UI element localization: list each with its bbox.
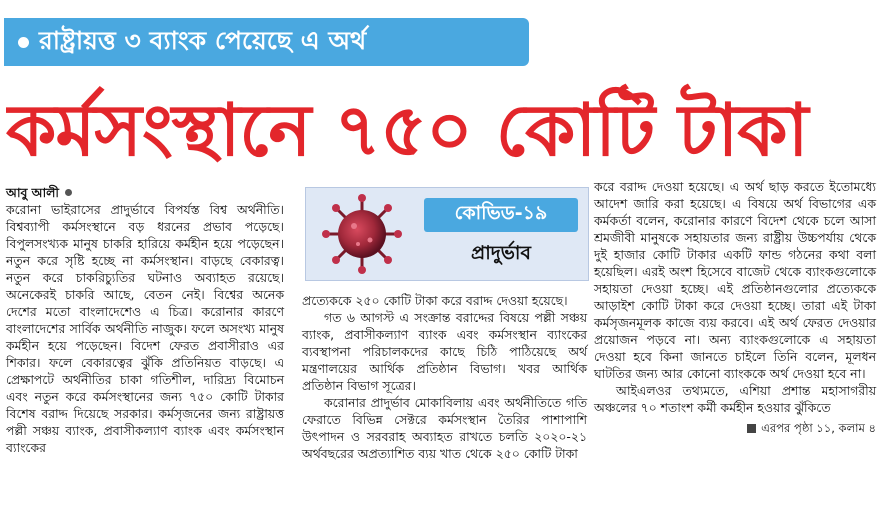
byline <box>6 184 284 201</box>
paragraph: প্রত্যেককে ২৫০ কোটি টাকা করে বরাদ্দ দেওয়া হয়েছে। <box>302 293 568 308</box>
topic-label: কোভিড-১৯ <box>424 198 578 232</box>
article-column-1 <box>6 184 284 456</box>
bullet-icon <box>18 37 29 48</box>
topic-box <box>305 187 589 281</box>
byline-dot-icon <box>65 189 72 196</box>
kicker-text: রাষ্ট্রায়ত্ত ৩ ব্যাংক পেয়েছে এ অর্থ <box>39 25 367 55</box>
paragraph: করোনার প্রাদুর্ভাব মোকাবিলায় এবং অর্থনীতিতে গতি ফেরাতে বিভিন্ন সেক্টরে কর্মসংস্থান তৈরির পাশাপাশি উৎপাদন ও সরবরাহ অব্যাহত রাখতে চলতি ২০২০-২১ অর্থবছরের অপ্রত্যাশিত ব্যয় খাত থেকে ২৫০ কোটি টাকা <box>302 395 587 461</box>
paragraph: গত ৬ আগস্ট এ সংক্রান্ত বরাদ্দের বিষয়ে পল্লী সঞ্চয় ব্যাংক, প্রবাসীকল্যাণ ব্যাংক এবং কর্মসংস্থান ব্যাংকের ব্যবস্থাপনা পরিচালকদের কাছে চিঠি পাঠিয়েছে অর্থ মন্ত্রণালয়ের আর্থিক প্রতিষ্ঠান বিভাগ। খবর আর্থিক প্রতিষ্ঠান বিভাগ সূত্রের। <box>302 310 587 393</box>
article-column-2 <box>302 292 587 462</box>
square-bullet-icon <box>747 424 756 433</box>
continuation-note <box>594 420 876 437</box>
continuation-text: এরপর পৃষ্ঠা ১১, কলাম ৪ <box>761 421 876 435</box>
paragraph: আইএলওর তথ্যমতে, এশিয়া প্রশান্ত মহাসাগরীয় অঞ্চলের ৭০ শতাংশ কর্মী কর্মহীন হওয়ার ঝুঁকিতে <box>594 383 876 415</box>
topic-sublabel: প্রাদুর্ভাব <box>471 242 531 264</box>
headline: কর্মসংস্থানে ৭৫০ কোটি টাকা <box>6 88 808 172</box>
kicker-banner <box>4 18 529 66</box>
byline-author: আবু আলী <box>6 185 59 200</box>
article-column-3 <box>594 178 876 437</box>
virus-icon <box>318 194 406 274</box>
paragraph: করোনা ভাইরাসের প্রাদুর্ভাবে বিপর্যস্ত বিশ্ব অর্থনীতি। বিশ্বব্যাপী কর্মসংস্থানে বড় ধরনের প্রভাব পড়েছে। বিপুলসংখ্যক মানুষ চাকরি হারিয়ে কর্মহীন হয়ে পড়েছেন। নতুন করে সৃষ্টি হচ্ছে না কর্মসংস্থান। বাড়ছে বেকারত্ব। নতুন করে চাকরিচ্যুতির ঘটনাও অব্যাহত রয়েছে। অনেকেরই চাকরি আছে, বেতন নেই। বিশ্বের অনেক দেশের মতো বাংলাদেশেও এ চিত্র। করোনার কারণে বাংলাদেশের সার্বিক অর্থনীতি নাজুক। ফলে অসংখ্য মানুষ কর্মহীন হয়ে পড়েছেন। বিদেশ ফেরত প্রবাসীরাও এর শিকার। ফলে বেকারত্বের ঝুঁকি প্রতিনিয়ত বাড়ছে। এ প্রেক্ষাপটে অর্থনীতির চাকা গতিশীল, দারিদ্র্য বিমোচন এবং নতুন করে কর্মসংস্থানের জন্য ৭৫০ কোটি টাকার বিশেষ বরাদ্দ দিয়েছে সরকার। কর্মসৃজনের জন্য রাষ্ট্রায়ত্ত পল্লী সঞ্চয় ব্যাংক, প্রবাসীকল্যাণ ব্যাংক এবং কর্মসংস্থান ব্যাংকের <box>6 202 284 455</box>
paragraph: করে বরাদ্দ দেওয়া হয়েছে। এ অর্থ ছাড় করতে ইতোমধ্যে আদেশ জারি করা হয়েছে। এ বিষয়ে অর্থ বিভাগের এক কর্মকর্তা বলেন, করোনার কারণে বিদেশ থেকে চলে আসা শ্রমজীবী মানুষকে সহায়তার জন্য রাষ্ট্রীয় উচ্চপর্যায় থেকে দুই হাজার কোটি টাকার একটি ফান্ড গঠনের কথা বলা হয়েছিল। এরই অংশ হিসেবে বাজেট থেকে ব্যাংকগুলোকে সহায়তা দেওয়া হচ্ছে। এই প্রতিষ্ঠানগুলোর প্রত্যেককে আড়াইশ কোটি টাকা করে দেওয়া হচ্ছে। তারা এই টাকা কর্মসৃজনমূলক কাজে ব্যয় করবে। এই অর্থ ফেরত দেওয়ার প্রয়োজন পড়বে না। অন্য ব্যাংকগুলোকে এ সহায়তা দেওয়া হবে কিনা জানতে চাইলে তিনি বলেন, মূলধন ঘাটতির জন্য আর কোনো ব্যাংককে অর্থ দেওয়া হবে না। <box>594 179 876 381</box>
